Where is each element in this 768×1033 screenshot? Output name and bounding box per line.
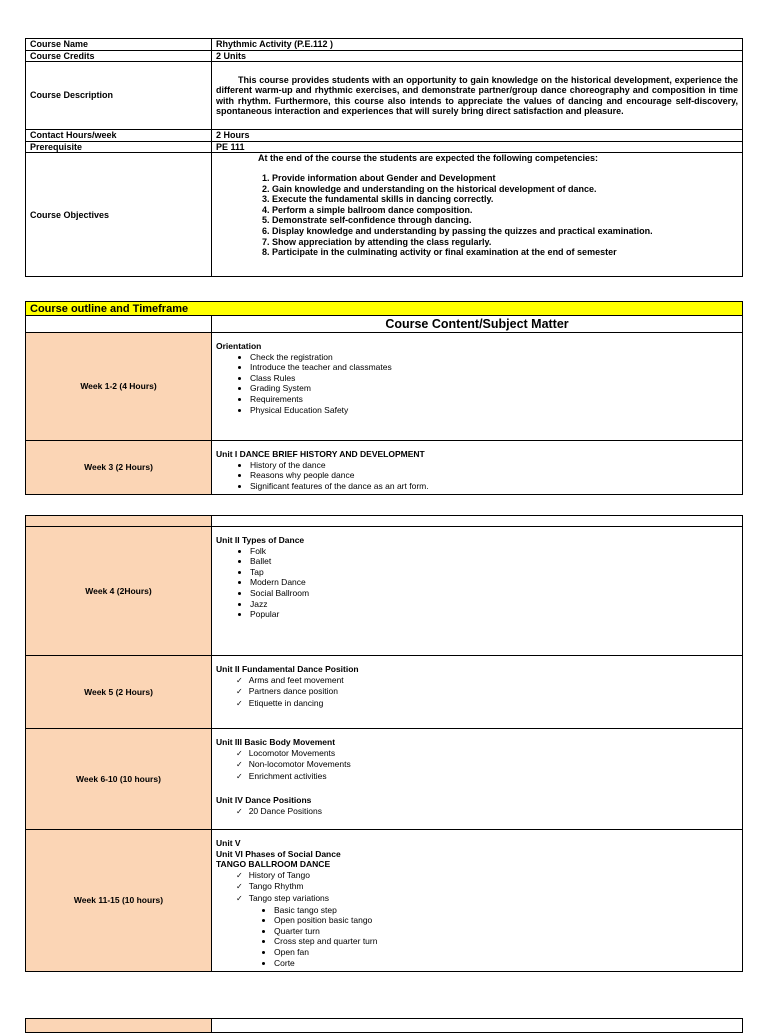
contact-value: 2 Hours (212, 130, 743, 142)
list-item: • Open fan (274, 947, 738, 958)
description-value (212, 62, 743, 130)
credits-value: 2 Units (212, 50, 743, 62)
section-title: Unit I DANCE BRIEF HISTORY AND DEVELOPMENT (216, 449, 425, 459)
list-item: • Reasons why people dance (250, 470, 738, 481)
week-4-label: Week 4 (2Hours) (26, 527, 212, 656)
list-item: • Requirements (250, 394, 738, 405)
outline-title: Course outline and Timeframe (26, 302, 743, 316)
list-item: ✓ Tango step variations (236, 893, 738, 905)
list-item: • Ballet (250, 556, 738, 567)
section-title: TANGO BALLROOM DANCE (216, 859, 331, 870)
topic-list (216, 546, 738, 620)
next-page-table (25, 1018, 743, 1033)
spacer (216, 782, 738, 795)
objective-item: 4. Perform a simple ballroom dance composition. (272, 205, 738, 216)
list-item: • Cross step and quarter turn (274, 936, 738, 947)
check-list (216, 806, 738, 818)
list-item: ✓ Enrichment activities (236, 771, 738, 783)
course-name-label: Course Name (26, 39, 212, 51)
check-list (216, 675, 738, 710)
week-5-content (212, 656, 743, 729)
week-3-content (212, 441, 743, 495)
section-title: Unit II Fundamental Dance Position (216, 664, 359, 674)
course-name-value: Rhythmic Activity (P.E.112 ) (212, 39, 743, 51)
list-item: ✓ History of Tango (236, 870, 738, 882)
section-title: Unit VI Phases of Social Dance (216, 848, 341, 859)
week-1-2-content (212, 333, 743, 441)
list-item: • Open position basic tango (274, 915, 738, 926)
objective-item: 3. Execute the fundamental skills in dancing correctly. (272, 194, 738, 205)
section-title: Unit IV Dance Positions (216, 795, 312, 806)
description-label: Course Description (26, 62, 212, 130)
list-item: ✓ Arms and feet movement (236, 675, 738, 687)
list-item: • History of the dance (250, 460, 738, 471)
blank-peach-cell (26, 1019, 212, 1033)
blank-peach-cell (26, 516, 212, 527)
list-item: • Significant features of the dance as an art form. (250, 481, 738, 492)
objectives-intro: At the end of the course the students are expected the following competencies: (258, 153, 599, 164)
check-list (216, 870, 738, 905)
list-item: • Quarter turn (274, 926, 738, 937)
list-item: • Grading System (250, 383, 738, 394)
description-text: This course provides students with an opportunity to gain knowledge on the historical development, experience the different warm-up and rhythmic exercises, and demonstrate partner/group dance choreography and composition in time with rhythm. Furthermore, this course also intends to appreciate the values of dancing and encourage self-discovery, spontaneous interaction and experiences that will surely bring direct satisfaction and pleasure. (216, 74, 738, 117)
objective-item: 6. Display knowledge and understanding by passing the quizzes and practical examination. (272, 226, 738, 237)
week-6-10-content (212, 729, 743, 830)
list-item: • Check the registration (250, 352, 738, 363)
contact-label: Contact Hours/week (26, 130, 212, 142)
objective-item: 7. Show appreciation by attending the class regularly. (272, 237, 738, 248)
credits-label: Course Credits (26, 50, 212, 62)
section-title: Unit II Types of Dance (216, 535, 305, 545)
week-4-content (212, 527, 743, 656)
week-3-label: Week 3 (2 Hours) (26, 441, 212, 495)
sub-list (216, 905, 738, 969)
list-item: • Corte (274, 958, 738, 969)
objective-item: 1. Provide information about Gender and Development (272, 173, 738, 184)
list-item: • Modern Dance (250, 577, 738, 588)
blank-header-cell (212, 516, 743, 527)
section-title: Orientation (216, 341, 262, 351)
week-11-15-content (212, 830, 743, 972)
objective-item: 2. Gain knowledge and understanding on the historical development of dance. (272, 184, 738, 195)
list-item: • Folk (250, 546, 738, 557)
objective-item: 8. Participate in the culminating activity or final examination at the end of semester (272, 247, 738, 258)
list-item: • Introduce the teacher and classmates (250, 362, 738, 373)
objectives-label: Course Objectives (26, 153, 212, 277)
objectives-list (216, 173, 738, 258)
blank-content-cell (212, 1019, 743, 1033)
list-item: ✓ Non-locomotor Movements (236, 759, 738, 771)
list-item: ✓ Locomotor Movements (236, 748, 738, 760)
course-info-table (25, 38, 743, 277)
list-item: ✓ Etiquette in dancing (236, 698, 738, 710)
list-item: ✓ 20 Dance Positions (236, 806, 738, 818)
course-outline-table-continued (25, 515, 743, 972)
list-item: • Social Ballroom (250, 588, 738, 599)
week-6-10-label: Week 6-10 (10 hours) (26, 729, 212, 830)
week-11-15-label: Week 11-15 (10 hours) (26, 830, 212, 972)
list-item: • Physical Education Safety (250, 405, 738, 416)
check-list (216, 748, 738, 783)
objective-item: 5. Demonstrate self-confidence through dancing. (272, 215, 738, 226)
topic-list (216, 460, 738, 492)
list-item: ✓ Partners dance position (236, 686, 738, 698)
week-5-label: Week 5 (2 Hours) (26, 656, 212, 729)
list-item: • Popular (250, 609, 738, 620)
prereq-value: PE 111 (212, 141, 743, 153)
header-blank-cell (26, 316, 212, 333)
course-outline-table (25, 301, 743, 495)
week-1-2-label: Week 1-2 (4 Hours) (26, 333, 212, 441)
objectives-cell (212, 153, 743, 277)
section-title: Unit III Basic Body Movement (216, 737, 336, 747)
list-item: ✓ Tango Rhythm (236, 881, 738, 893)
list-item: • Basic tango step (274, 905, 738, 916)
prereq-label: Prerequisite (26, 141, 212, 153)
list-item: • Class Rules (250, 373, 738, 384)
content-header: Course Content/Subject Matter (212, 316, 743, 333)
list-item: • Jazz (250, 599, 738, 610)
section-title: Unit V (216, 838, 241, 848)
list-item: • Tap (250, 567, 738, 578)
topic-list (216, 352, 738, 416)
